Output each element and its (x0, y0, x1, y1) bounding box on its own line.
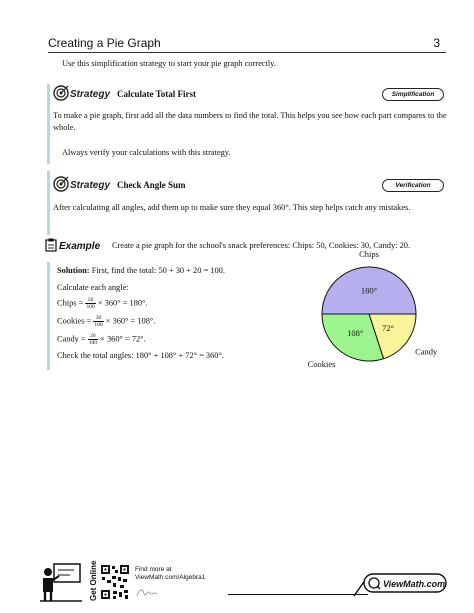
example-side-bar (47, 262, 50, 370)
footer-divider (228, 594, 368, 595)
fraction (93, 315, 103, 328)
check-line: Check the total angles: 180° + 108° + 72° = 360°. (57, 351, 224, 360)
strategy-side-bar (47, 171, 50, 235)
intro-text: Use this simplification strategy to start your pie graph correctly. (62, 59, 276, 68)
fraction-denominator: 100 (86, 304, 95, 310)
calc-row-result: × 360° = 72°. (98, 334, 146, 344)
pie-value-label: 72° (382, 322, 394, 333)
fraction-numerator: 30 (93, 315, 103, 322)
get-online-side-text (86, 560, 100, 602)
solution-intro-line (57, 265, 225, 277)
header-divider (48, 52, 446, 53)
calc-row-result: × 360° = 180°. (95, 298, 148, 308)
strategy-side-bar (47, 84, 50, 164)
fraction-denominator: 100 (88, 340, 98, 346)
strategy-note: Always verify your calculations with this strategy. (62, 148, 231, 157)
find-more-text: Find more at (135, 566, 172, 573)
pie-slices (322, 267, 416, 361)
calc-row-chips (57, 297, 147, 310)
find-more-block (135, 566, 205, 582)
viewmath-logo-text: ViewMath.com (383, 579, 446, 589)
solution-intro: First, find the total: 50 + 30 + 20 = 100. (91, 266, 225, 275)
example-prompt: Create a pie graph for the school's snack preferences: Chips: 50, Cookies: 30, Candy: 20. (112, 241, 411, 250)
fraction-denominator: 100 (94, 322, 103, 328)
strategy-title: Check Angle Sum (117, 180, 186, 190)
strategy-target-icon (53, 85, 113, 101)
calc-row-candy (57, 333, 146, 346)
teacher-board-icon (40, 562, 82, 602)
example-logo-text: Example (59, 241, 101, 252)
signature-scribble-icon (136, 586, 158, 600)
strategy-logo-text: Strategy (70, 89, 111, 100)
pie-category-label: Chips (359, 249, 379, 259)
fraction (88, 333, 98, 346)
strategy-body: To make a pie graph, first add all the data numbers to find the total. This helps you see how each part compares to the whole. (53, 111, 447, 132)
solution-label: Solution: (57, 266, 90, 275)
page-number: 3 (433, 36, 440, 50)
page-title: Creating a Pie Graph (48, 36, 161, 50)
verification-badge: Verification (382, 179, 444, 192)
pie-value-label: 108° (347, 328, 364, 339)
calc-row-label: Cookies = (57, 316, 94, 326)
calc-row-label: Candy = (57, 334, 88, 344)
strategy-logo (53, 85, 113, 101)
qr-code-icon[interactable] (100, 564, 130, 600)
find-more-url[interactable]: ViewMath.com/Algebra1 (135, 574, 206, 581)
strategy-body: After calculating all angles, add them up to make sure they equal 360°. This step helps catch any mistakes. (53, 203, 411, 212)
calc-row-label: Chips = (57, 298, 86, 308)
pie-category-label: Candy (415, 346, 438, 357)
simplification-badge: Simplification (382, 88, 444, 101)
viewmath-logo[interactable] (350, 566, 450, 600)
pie-value-label: 180° (360, 285, 378, 296)
strategy-logo (53, 176, 113, 192)
pie-chart (300, 249, 460, 372)
pie-category-label: Cookies (307, 359, 336, 370)
calc-row-cookies (57, 315, 155, 328)
fraction (85, 297, 95, 310)
example-logo (45, 238, 105, 252)
get-online-text: Get Online (89, 560, 98, 601)
fraction-numerator: 50 (85, 297, 95, 304)
fraction-numerator: 20 (88, 333, 98, 340)
calc-row-result: × 360° = 108°. (103, 316, 156, 326)
clipboard-icon (45, 238, 105, 252)
strategy-target-icon (53, 176, 113, 192)
strategy-logo-text: Strategy (70, 180, 111, 191)
strategy-title: Calculate Total First (117, 89, 196, 99)
calc-label: Calculate each angle: (57, 283, 129, 292)
